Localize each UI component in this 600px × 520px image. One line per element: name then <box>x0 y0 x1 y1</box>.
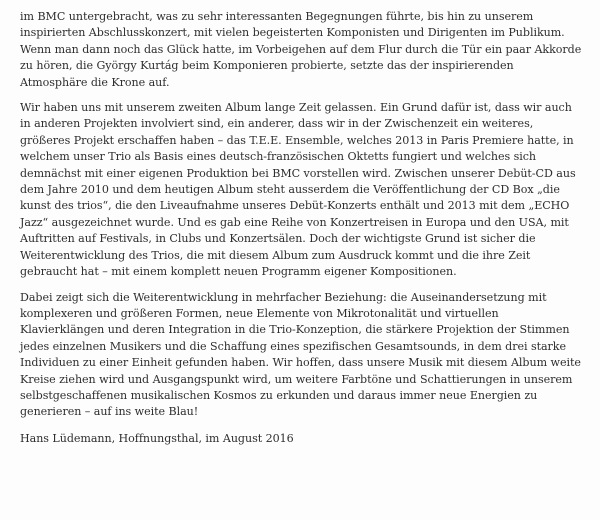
paragraph-development: Dabei zeigt sich die Weiterentwicklung in mehrfacher Beziehung: die Auseinandersetzung mit komplexeren und größeren Formen, neue Elemente von Mikrotonalität und virtuellen Klavierklängen und deren Integration in die Trio-Konzeption, die stärkere Projektion der Stimmen jedes einzelnen Musikers und die Schaffung eines spezifischen Gesamtsounds, in dem drei starke Individuen zu einer Einheit gefunden haben. Wir hoffen, dass unsere Musik mit diesem Album weite Kreise ziehen wird und Ausgangspunkt wird, um weitere Farbtöne und Schattierungen in unserem selbstgeschaffenen musikalischen Kosmos zu erkunden und daraus immer neue Energien zu generieren – auf ins weite Blau! <box>20 290 581 419</box>
paragraph-bmc-residency: im BMC untergebracht, was zu sehr interessanten Begegnungen führte, bis hin zu unserem inspirierten Abschlusskonzert, mit vielen begeisterten Komponisten und Dirigenten im Publikum. Wenn man dann noch das Glück hatte, im Vorbeigehen auf dem Flur durch die Tür ein paar Akkorde zu hören, die György Kurtág beim Komponieren probierte, setzte das der inspirierenden Atmosphäre die Krone auf. <box>20 10 582 89</box>
signature-line: Hans Lüdemann, Hoffnungsthal, im August 2016 <box>20 431 294 445</box>
paragraph-second-album: Wir haben uns mit unserem zweiten Album lange Zeit gelassen. Ein Grund dafür ist, dass wir auch in anderen Projekten involviert sind, ein anderer, dass wir in der Zwischenzeit ein weiteres, größeres Projekt erschaffen haben – das T.E.E. Ensemble, welches 2013 in Paris Premiere hatte, in welchem unser Trio als Basis eines deutsch-französischen Oktetts fungiert und welches sich demnächst mit einer eigenen Produktion bei BMC vorstellen wird. Zwischen unserer Debüt-CD aus dem Jahre 2010 und dem heutigen Album steht ausserdem die Veröffentlichung der CD Box „die kunst des trios“, die den Liveaufnahme unseres Debüt-Konzerts enthält und 2013 mit dem „ECHO Jazz“ ausgezeichnet wurde. Und es gab eine Reihe von Konzertreisen in Europa und den USA, mit Auftritten auf Festivals, in Clubs und Konzertsälen. Doch der wichtigste Grund ist sicher die Weiterentwicklung des Trios, die mit diesem Album zum Ausdruck kommt und die ihre Zeit gebraucht hat – mit einem komplett neuen Programm eigener Kompositionen. <box>20 101 576 279</box>
